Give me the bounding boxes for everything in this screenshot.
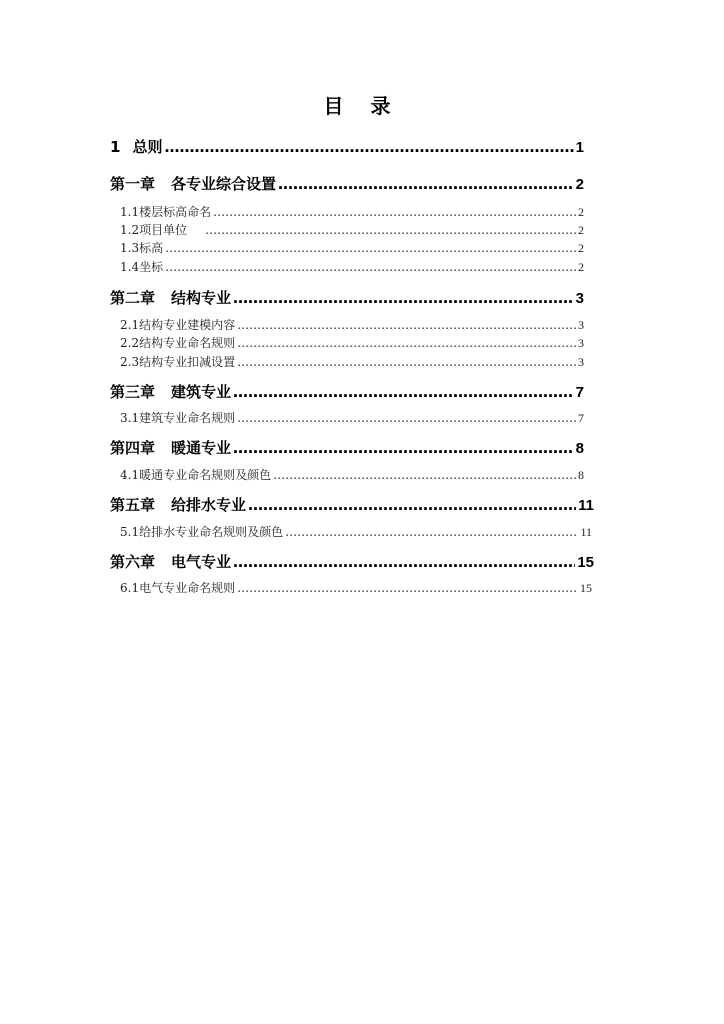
toc-entry-section-1-3[interactable]	[120, 240, 584, 256]
toc-entry-label	[110, 382, 231, 402]
toc-entry-label	[110, 288, 231, 308]
page-number: 1	[575, 139, 584, 156]
page-number: 2	[578, 223, 584, 237]
page-number: 3	[575, 290, 584, 307]
chapter-title: 给排水专业	[171, 496, 247, 514]
toc-entry-chapter-1[interactable]	[110, 174, 584, 194]
section-number: 2.3	[120, 355, 140, 369]
toc-entry-label	[120, 354, 235, 370]
toc-entry-label	[120, 259, 163, 275]
toc-entry-section-1-1[interactable]	[120, 204, 584, 220]
dot-leader	[164, 137, 573, 157]
chapter-title: 结构专业	[171, 289, 232, 307]
page-number: 8	[575, 440, 584, 457]
dot-leader	[237, 410, 576, 426]
dot-leader	[233, 552, 575, 572]
page-number: 7	[578, 411, 584, 425]
section-title: 建筑专业命名规则	[139, 411, 236, 425]
toc-entry-label	[120, 204, 211, 220]
toc-entry-label	[120, 335, 235, 351]
chapter-title: 电气专业	[171, 553, 232, 571]
toc-entry-section-6-1[interactable]	[120, 580, 592, 596]
section-number: 1.4	[120, 260, 140, 274]
page-number: 11	[578, 497, 594, 514]
page-number: 15	[577, 554, 594, 571]
page-number: 8	[578, 468, 584, 482]
toc-entry-label	[110, 137, 162, 157]
dot-leader	[285, 524, 578, 540]
toc-entry-label	[120, 410, 235, 426]
dot-leader	[233, 382, 574, 402]
dot-leader	[237, 354, 576, 370]
page-number: 3	[578, 336, 584, 350]
toc-entry-label	[110, 495, 246, 515]
section-number: 1.2	[120, 223, 140, 237]
section-number: 5.1	[120, 525, 140, 539]
section-number: 1.1	[120, 205, 140, 219]
dot-leader	[165, 240, 576, 256]
toc-entry-section-2-3[interactable]	[120, 354, 584, 370]
chapter-number: 第五章	[110, 496, 156, 514]
dot-leader	[237, 335, 576, 351]
section-number: 6.1	[120, 581, 140, 595]
page-number: 3	[578, 355, 584, 369]
section-title: 暖通专业命名规则及颜色	[139, 468, 272, 482]
chapter-number: 1	[110, 138, 121, 156]
dot-leader	[205, 222, 576, 238]
toc-entry-chapter-2[interactable]	[110, 288, 584, 308]
chapter-number: 第六章	[110, 553, 156, 571]
page-number: 2	[578, 241, 584, 255]
page-number: 3	[578, 318, 584, 332]
section-title: 坐标	[139, 260, 164, 274]
toc-entry-chapter-3[interactable]	[110, 382, 584, 402]
page-number: 2	[575, 176, 584, 193]
toc-entry-section-2-2[interactable]	[120, 335, 584, 351]
chapter-number: 第一章	[110, 175, 156, 193]
dot-leader	[165, 259, 576, 275]
toc-entry-section-2-1[interactable]	[120, 317, 584, 333]
section-title: 结构专业扣减设置	[139, 355, 236, 369]
section-number: 2.1	[120, 318, 140, 332]
toc-entry-label	[110, 438, 231, 458]
dot-leader	[213, 204, 576, 220]
section-number: 4.1	[120, 468, 140, 482]
toc-entry-label	[110, 552, 231, 572]
section-title: 结构专业建模内容	[139, 318, 236, 332]
dot-leader	[237, 580, 578, 596]
toc-title: 目 录	[323, 94, 401, 118]
dot-leader	[273, 467, 576, 483]
toc-entry-label	[120, 467, 271, 483]
chapter-title: 各专业综合设置	[171, 175, 277, 193]
dot-leader	[278, 174, 574, 194]
toc-entry-label	[120, 580, 235, 596]
toc-entry-label	[120, 524, 283, 540]
toc-entry-chapter-4[interactable]	[110, 438, 584, 458]
chapter-title: 建筑专业	[171, 383, 232, 401]
toc-entry-section-1-2[interactable]	[120, 222, 584, 238]
dot-leader	[237, 317, 576, 333]
toc-entry-label	[120, 240, 163, 256]
toc-entry-label	[120, 222, 187, 238]
toc-entry-section-3-1[interactable]	[120, 410, 584, 426]
section-title: 结构专业命名规则	[139, 336, 236, 350]
toc-entry-section-4-1[interactable]	[120, 467, 584, 483]
section-number: 2.2	[120, 336, 140, 350]
page-number: 11	[580, 525, 592, 539]
section-number: 1.3	[120, 241, 140, 255]
section-title: 电气专业命名规则	[139, 581, 236, 595]
toc-entry-general[interactable]	[110, 137, 584, 157]
section-title: 项目单位	[139, 223, 188, 237]
toc-entry-chapter-6[interactable]	[110, 552, 594, 572]
section-title: 标高	[139, 241, 164, 255]
section-title: 楼层标高命名	[139, 205, 212, 219]
toc-entry-label	[120, 317, 235, 333]
page-number: 15	[580, 581, 592, 595]
chapter-title: 暖通专业	[171, 439, 232, 457]
page-number: 7	[575, 384, 584, 401]
toc-entry-section-1-4[interactable]	[120, 259, 584, 275]
section-title: 给排水专业命名规则及颜色	[139, 525, 284, 539]
dot-leader	[248, 495, 576, 515]
chapter-number: 第三章	[110, 383, 156, 401]
chapter-number: 第二章	[110, 289, 156, 307]
page-number: 2	[578, 205, 584, 219]
dot-leader	[233, 438, 574, 458]
chapter-title: 总则	[132, 138, 163, 156]
section-number: 3.1	[120, 411, 140, 425]
chapter-number: 第四章	[110, 439, 156, 457]
toc-entry-label	[110, 174, 276, 194]
dot-leader	[233, 288, 574, 308]
toc-entry-chapter-5[interactable]	[110, 495, 594, 515]
toc-entry-section-5-1[interactable]	[120, 524, 592, 540]
page-number: 2	[578, 260, 584, 274]
